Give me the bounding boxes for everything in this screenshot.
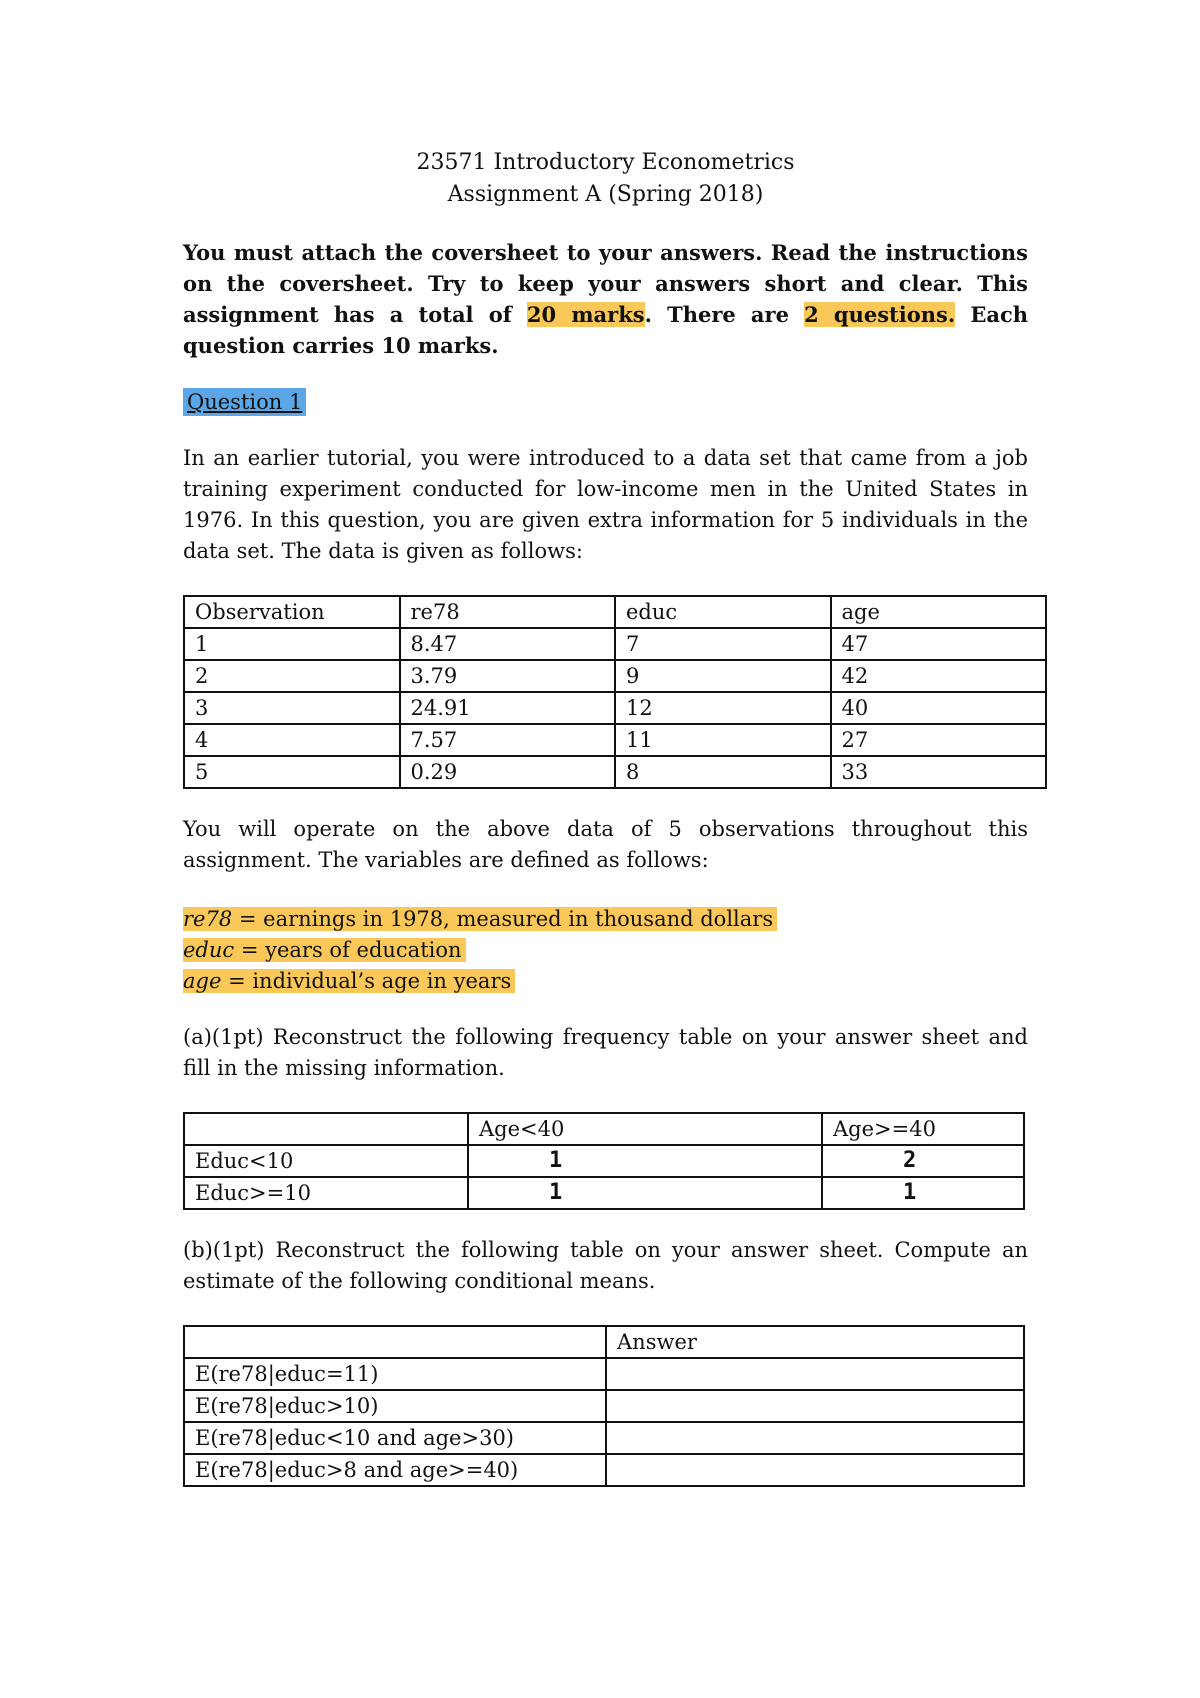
data-cell: 8: [615, 756, 831, 788]
frequency-table: [183, 1112, 1025, 1210]
variable-meaning: = individual’s age in years: [221, 969, 512, 993]
answer-header: Answer: [606, 1326, 1024, 1358]
instructions-text-1: You must attach the coversheet to your answers. Read the instructions on the coversheet. Try to keep your answers short and clear. This assignment has a total of: [183, 240, 1028, 327]
conditional-mean-label: E(re78|educ=11): [184, 1358, 606, 1390]
data-header-cell: Observation: [184, 596, 400, 628]
table-row: [184, 1358, 1024, 1390]
frequency-row-label: Educ>=10: [184, 1177, 468, 1209]
data-cell: 1: [184, 628, 400, 660]
frequency-count: 1: [468, 1177, 822, 1209]
document-page: [183, 0, 1028, 1487]
question-1-label: Question 1: [183, 388, 306, 416]
table-row: [184, 1422, 1024, 1454]
data-cell: 4: [184, 724, 400, 756]
conditional-header-row: [184, 1326, 1024, 1358]
part-b-prompt: (b)(1pt) Reconstruct the following table on your answer sheet. Compute an estimate of the following conditional means.: [183, 1238, 1028, 1293]
table-row: [184, 1390, 1024, 1422]
instructions-paragraph: [183, 237, 1028, 361]
conditional-mean-label: E(re78|educ>10): [184, 1390, 606, 1422]
variable-definitions: [183, 904, 1028, 997]
data-cell: 8.47: [400, 628, 616, 660]
total-marks-highlight: 20 marks: [526, 302, 645, 327]
variable-name: re78: [183, 907, 233, 931]
variables-intro: You will operate on the above data of 5 observations throughout this assignment. The variables are defined as follows:: [183, 817, 1028, 872]
data-header-cell: educ: [615, 596, 831, 628]
answer-cell: [606, 1390, 1024, 1422]
data-cell: 3.79: [400, 660, 616, 692]
data-cell: 40: [831, 692, 1047, 724]
table-row: [184, 628, 1046, 660]
data-cell: 24.91: [400, 692, 616, 724]
empty-header-cell: [184, 1326, 606, 1358]
conditional-mean-label: E(re78|educ>8 and age>=40): [184, 1454, 606, 1486]
data-cell: 33: [831, 756, 1047, 788]
variable-name: educ: [183, 938, 235, 962]
frequency-header-cell: Age<40: [468, 1113, 822, 1145]
variable-name: age: [183, 969, 222, 993]
assignment-title: Assignment A (Spring 2018): [447, 182, 764, 207]
conditional-means-table: [183, 1325, 1025, 1487]
instructions-text-2: . There are: [644, 302, 805, 327]
course-title: 23571 Introductory Econometrics: [416, 150, 795, 175]
data-table-header-row: [184, 596, 1046, 628]
table-row: [184, 756, 1046, 788]
table-row: [184, 1454, 1024, 1486]
frequency-count: 1: [468, 1145, 822, 1177]
frequency-header-cell: [184, 1113, 468, 1145]
variable-meaning: = years of education: [234, 938, 462, 962]
part-a-prompt: (a)(1pt) Reconstruct the following frequency table on your answer sheet and fill in the missing information.: [183, 1025, 1028, 1080]
question-count-highlight: 2 questions.: [804, 302, 956, 327]
data-cell: 7: [615, 628, 831, 660]
variable-definition: [183, 935, 1028, 966]
data-cell: 3: [184, 692, 400, 724]
data-cell: 5: [184, 756, 400, 788]
frequency-count: 2: [822, 1145, 1024, 1177]
data-cell: 42: [831, 660, 1047, 692]
question-1-heading: [183, 387, 1028, 418]
data-cell: 7.57: [400, 724, 616, 756]
answer-cell: [606, 1422, 1024, 1454]
variable-definition: [183, 966, 1028, 997]
table-row: [184, 660, 1046, 692]
conditional-mean-label: E(re78|educ<10 and age>30): [184, 1422, 606, 1454]
data-header-cell: age: [831, 596, 1047, 628]
data-cell: 11: [615, 724, 831, 756]
table-row: [184, 1145, 1024, 1177]
table-row: [184, 692, 1046, 724]
data-cell: 2: [184, 660, 400, 692]
data-header-cell: re78: [400, 596, 616, 628]
table-row: [184, 1177, 1024, 1209]
frequency-count: 1: [822, 1177, 1024, 1209]
data-cell: 47: [831, 628, 1047, 660]
data-table: [183, 595, 1047, 789]
frequency-header-row: [184, 1113, 1024, 1145]
answer-cell: [606, 1358, 1024, 1390]
frequency-row-label: Educ<10: [184, 1145, 468, 1177]
answer-cell: [606, 1454, 1024, 1486]
table-row: [184, 724, 1046, 756]
variable-meaning: = earnings in 1978, measured in thousand dollars: [232, 907, 774, 931]
data-cell: 27: [831, 724, 1047, 756]
data-cell: 0.29: [400, 756, 616, 788]
instructions-text-3: Each question carries 10 marks.: [183, 302, 1028, 358]
data-cell: 9: [615, 660, 831, 692]
question-1-intro: In an earlier tutorial, you were introduced to a data set that came from a job training experiment conducted for low-income men in the United States in 1976. In this question, you are given extra information for 5 individuals in the data set. The data is given as follows:: [183, 446, 1028, 563]
frequency-header-cell: Age>=40: [822, 1113, 1024, 1145]
variable-definition: [183, 904, 1028, 935]
data-cell: 12: [615, 692, 831, 724]
